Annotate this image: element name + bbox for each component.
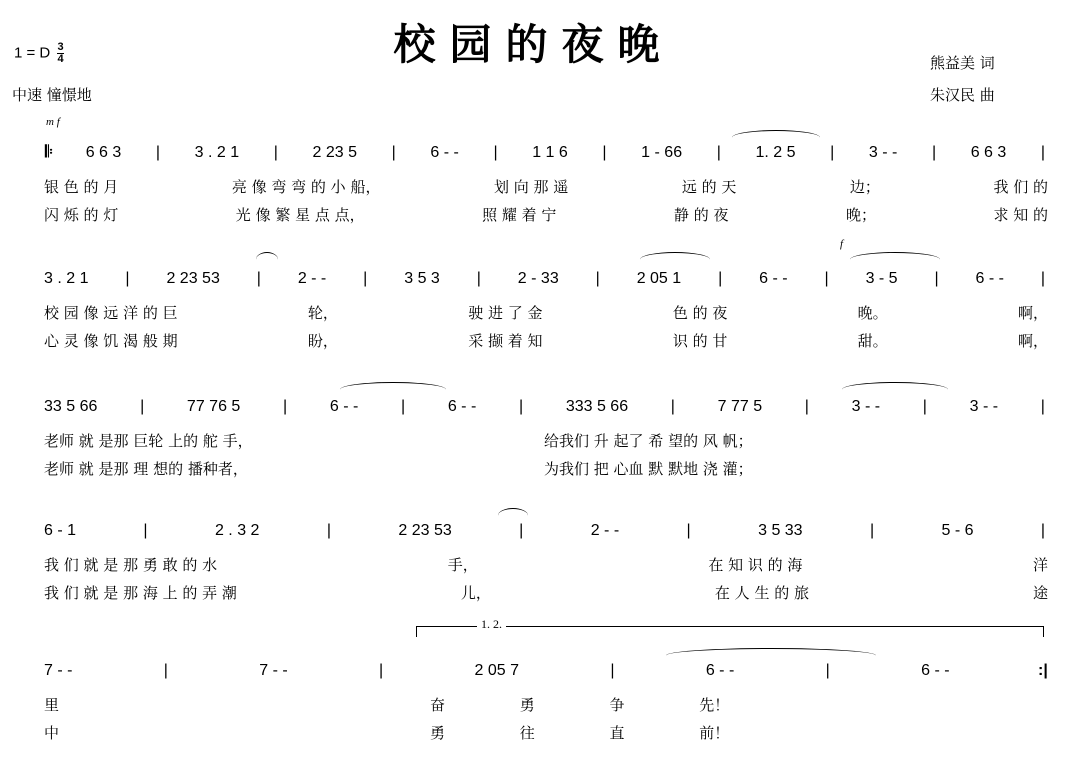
measure: 1. 2 5 [755, 144, 796, 161]
barline: | [140, 398, 145, 415]
lyric: 我 们 就 是 那 海 上 的 弄 潮 [44, 584, 237, 602]
key-signature [14, 42, 64, 65]
notation-row [44, 268, 1048, 290]
lyric: 啊， [1017, 304, 1048, 322]
lyric: 在 人 生 的 旅 [714, 584, 809, 602]
barline: | [256, 270, 261, 287]
measure: 6 - - [705, 662, 735, 679]
lyric: 识 的 甘 [672, 332, 728, 350]
lyric: 甜。 [857, 332, 888, 350]
notation-row [44, 520, 1048, 542]
measure: 3 - - [868, 144, 898, 161]
measure: 6 - 1 [44, 522, 77, 539]
lyric: 为我们 把 心血 默 默地 浇 灌； [544, 460, 753, 478]
measure: 6 - - [975, 270, 1004, 287]
lyric: 洋 [1032, 556, 1048, 574]
barline: | [824, 270, 829, 287]
barline: | [125, 270, 130, 287]
measure: 6 - - [329, 398, 359, 415]
barline: | [363, 270, 368, 287]
lyric: 手， [447, 556, 478, 574]
measure: 3 5 3 [404, 270, 440, 287]
measure: 3 - - [851, 398, 881, 415]
measure: 3 - 5 [865, 270, 898, 287]
time-top: 3 [57, 41, 64, 53]
measure: 333 5 66 [565, 398, 629, 415]
lyric: 我 们 就 是 那 勇 敢 的 水 [44, 556, 218, 574]
lyric: 轮， [307, 304, 338, 322]
barline: | [670, 398, 675, 415]
barline: | [519, 522, 524, 539]
tie [842, 382, 948, 397]
lyric: 老师 就 是那 巨轮 上的 舵 手， [44, 432, 253, 450]
barline: | [1040, 270, 1046, 287]
lyric: 心 灵 像 饥 渴 般 期 [44, 332, 178, 350]
lyrics-verse-1 [44, 554, 1048, 574]
barline: | [830, 144, 835, 161]
measure: 6 - - [759, 270, 788, 287]
lyric: 静 的 夜 [673, 206, 729, 224]
measure: 3 - - [969, 398, 999, 415]
measure: 2 23 5 [312, 144, 357, 161]
lyric: 闪 烁 的 灯 [44, 206, 119, 224]
barline: | [155, 144, 161, 161]
tie [340, 382, 446, 397]
lyric: 驶 进 了 金 [468, 304, 543, 322]
dynamic-f: f [840, 238, 844, 250]
barline: | [283, 398, 288, 415]
barline: | [400, 398, 406, 415]
lyric: 照 耀 着 宁 [482, 206, 557, 224]
barline: | [273, 144, 278, 161]
lyric: 晚。 [857, 304, 888, 322]
lyric: 远 的 天 [681, 178, 737, 196]
barline: | [602, 144, 607, 161]
slur [640, 252, 710, 267]
lyric: 晚； [845, 206, 876, 224]
measure: 5 - 6 [941, 522, 974, 539]
measure: 7 - - [259, 662, 288, 679]
measure: 2 . 3 2 [214, 522, 260, 539]
barline: | [610, 662, 615, 679]
lyrics-verse-1 [44, 430, 1048, 450]
measure: 2 23 53 [166, 270, 220, 287]
lyric: 里 [44, 696, 60, 714]
lyric: 中 [44, 724, 60, 742]
song-title: 校园的夜晚 [393, 20, 674, 69]
key-label: 1 = D [14, 44, 51, 62]
measure: 2 23 53 [398, 522, 452, 539]
lyric: 给我们 升 起了 希 望的 风 帆； [544, 432, 753, 450]
lyric: 啊， [1017, 332, 1048, 350]
barline: | [922, 398, 927, 415]
lyric: 我 们 的 [993, 178, 1048, 196]
measure: 2 05 1 [636, 270, 682, 287]
barline: | [804, 398, 809, 415]
lyric: 奋 勇 争 先！ [430, 696, 730, 714]
lyric: 盼， [307, 332, 338, 350]
lyric: 途 [1032, 584, 1048, 602]
tempo-marking: 中速 憧憬地 [12, 86, 92, 104]
measure: 2 - - [590, 522, 620, 539]
barline: | [518, 398, 524, 415]
lyric: 边； [849, 178, 880, 196]
lyrics-verse-2 [44, 330, 1048, 350]
notation-row [44, 396, 1048, 418]
dynamic-mf: m f [46, 116, 60, 128]
composer-credit: 朱汉民 曲 [930, 86, 995, 104]
measure: 2 - - [297, 270, 327, 287]
barline: | [163, 662, 168, 679]
lyrics-verse-1 [44, 302, 1048, 322]
measure: 6 - - [921, 662, 950, 679]
lyric: 校 园 像 远 洋 的 巨 [44, 304, 178, 322]
notation-row [44, 660, 1048, 682]
lyric: 色 的 夜 [672, 304, 728, 322]
barline: | [595, 270, 600, 287]
barline: | [718, 270, 723, 287]
volta-bracket [416, 617, 1044, 637]
measure: 77 76 5 [186, 398, 241, 415]
barline: | [1040, 144, 1046, 161]
measure: 1 1 6 [532, 144, 568, 161]
barline: | [934, 270, 939, 287]
lyric: 采 撷 着 知 [468, 332, 543, 350]
barline: | [716, 144, 721, 161]
measure: 7 77 5 [717, 398, 763, 415]
barline: | [686, 522, 691, 539]
barline: | [931, 144, 937, 161]
measure: 6 6 3 [85, 144, 122, 161]
lyric: 勇 往 直 前！ [430, 724, 730, 742]
lyrics-verse-2 [44, 458, 1048, 478]
barline: | [825, 662, 830, 679]
measure: 1 - 66 [641, 144, 683, 161]
measure: 6 - - [430, 144, 459, 161]
measure: 3 . 2 1 [44, 270, 89, 287]
barline: | [391, 144, 396, 161]
measure: 2 - 33 [517, 270, 559, 287]
lyric: 在 知 识 的 海 [708, 556, 803, 574]
measure: 7 - - [44, 662, 73, 679]
measure: 3 5 33 [758, 522, 803, 539]
barline: | [326, 522, 331, 539]
lyrics-verse-2 [44, 582, 1048, 602]
lyric: 光 像 繁 星 点 点， [235, 206, 365, 224]
lyric: 银 色 的 月 [44, 178, 119, 196]
volta-label: 1. 2. [477, 617, 506, 632]
slur [850, 252, 940, 267]
measure: 6 - - [447, 398, 477, 415]
end-repeat: :| [1038, 662, 1048, 679]
notation-row: 𝄆 6 6 3 | 3 . 2 1 | 2 23 5 | 6 - - | 1 1 6 | 1 - 66 | 1. 2 5 | 3 - - | 6 6 3 | [44, 142, 1048, 164]
lyric: 亮 像 弯 弯 的 小 船， [231, 178, 381, 196]
barline: | [379, 662, 384, 679]
time-bottom: 4 [57, 53, 64, 65]
barline: | [476, 270, 481, 287]
lyrics-verse-1 [44, 694, 1048, 714]
lyric: 儿， [460, 584, 491, 602]
barline: | [493, 144, 498, 161]
barline: | [1040, 522, 1046, 539]
slur [256, 252, 278, 267]
barline: | [869, 522, 875, 539]
lyrics-verse-2 [44, 722, 1048, 742]
measure: 33 5 66 [44, 398, 98, 415]
measure: 6 6 3 [970, 144, 1007, 161]
lyric: 划 向 那 遥 [493, 178, 569, 196]
lyricist-credit: 熊益美 词 [930, 54, 995, 72]
lyric: 老师 就 是那 理 想的 播种者， [44, 460, 248, 478]
measure: 3 . 2 1 [194, 144, 240, 161]
lyric: 求 知 的 [993, 206, 1048, 224]
lyrics-verse-1 [44, 176, 1048, 196]
measure: 2 05 7 [474, 662, 520, 679]
time-signature [57, 42, 63, 65]
barline: | [1040, 398, 1045, 415]
barline: | [143, 522, 148, 539]
lyrics-verse-2 [44, 204, 1048, 224]
